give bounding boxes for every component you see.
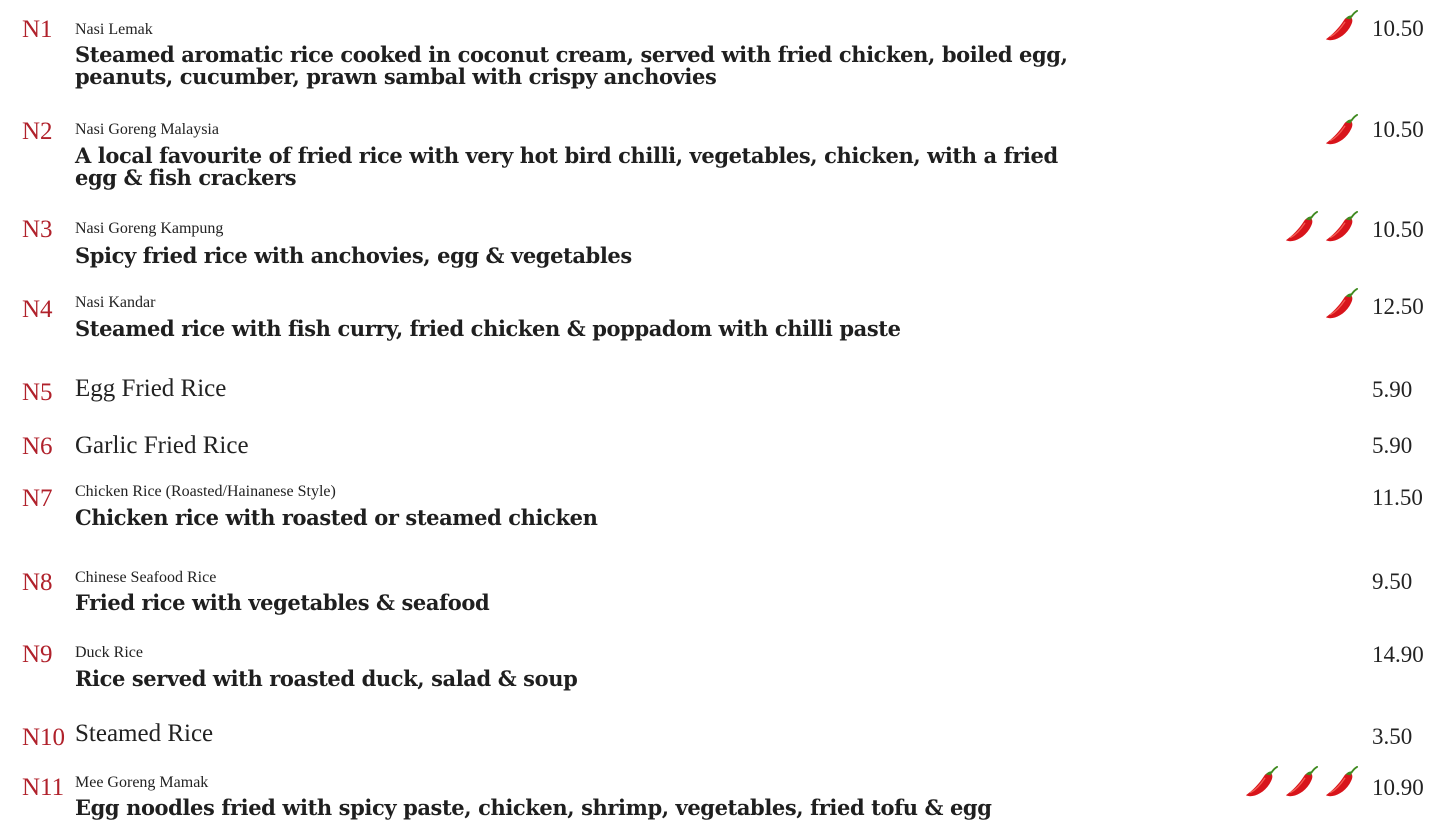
- spice-level: [1322, 114, 1360, 148]
- chilli-icon: [1322, 211, 1360, 245]
- item-name: Mee Goreng Mamak: [75, 774, 209, 791]
- spice-level: [1242, 766, 1360, 800]
- item-code: N8: [22, 569, 53, 596]
- item-description: Steamed aromatic rice cooked in coconut cream, served with fried chicken, boiled egg, peanuts, cucumber, prawn sambal with crispy anchovies: [75, 42, 1068, 89]
- item-name: Nasi Goreng Malaysia: [75, 121, 219, 138]
- item-description: Rice served with roasted duck, salad & soup: [75, 666, 578, 691]
- item-price: 10.50: [1372, 217, 1424, 242]
- spice-level: [1322, 288, 1360, 322]
- item-code: N3: [22, 216, 53, 243]
- spice-level: [1282, 211, 1360, 245]
- item-description: Egg noodles fried with spicy paste, chicken, shrimp, vegetables, fried tofu & egg: [75, 795, 992, 820]
- item-code: N1: [22, 16, 53, 43]
- chilli-icon: [1322, 288, 1360, 322]
- item-price: 12.50: [1372, 294, 1424, 319]
- chilli-icon: [1282, 766, 1320, 800]
- item-price: 5.90: [1372, 377, 1413, 402]
- item-name: Egg Fried Rice: [75, 375, 227, 402]
- item-name: Nasi Kandar: [75, 294, 156, 311]
- item-name: Duck Rice: [75, 644, 143, 661]
- item-price: 14.90: [1372, 642, 1424, 667]
- item-price: 9.50: [1372, 569, 1413, 594]
- item-description: A local favourite of fried rice with very hot bird chilli, vegetables, chicken, with a fried egg & fish crackers: [75, 143, 1058, 190]
- item-code: N11: [22, 774, 65, 801]
- item-code: N9: [22, 641, 53, 668]
- item-price: 10.50: [1372, 117, 1424, 142]
- chilli-icon: [1322, 114, 1360, 148]
- item-description: Fried rice with vegetables & seafood: [75, 590, 490, 615]
- item-name: Steamed Rice: [75, 720, 214, 747]
- spice-level: [1322, 10, 1360, 44]
- item-description: Steamed rice with fish curry, fried chicken & poppadom with chilli paste: [75, 316, 901, 341]
- chilli-icon: [1322, 766, 1360, 800]
- item-name: Nasi Lemak: [75, 21, 153, 38]
- item-name: Chinese Seafood Rice: [75, 569, 217, 586]
- chilli-icon: [1282, 211, 1320, 245]
- item-name: Garlic Fried Rice: [75, 432, 249, 459]
- item-code: N4: [22, 296, 53, 323]
- item-price: 10.50: [1372, 16, 1424, 41]
- item-code: N10: [22, 724, 66, 751]
- item-description: Chicken rice with roasted or steamed chicken: [75, 505, 598, 530]
- item-name: Nasi Goreng Kampung: [75, 220, 224, 237]
- item-code: N6: [22, 433, 53, 460]
- item-code: N2: [22, 118, 53, 145]
- item-code: N7: [22, 485, 53, 512]
- item-code: N5: [22, 379, 53, 406]
- item-price: 5.90: [1372, 433, 1413, 458]
- item-description: Spicy fried rice with anchovies, egg & vegetables: [75, 243, 632, 268]
- item-price: 10.90: [1372, 775, 1424, 800]
- chilli-icon: [1322, 10, 1360, 44]
- item-price: 11.50: [1372, 485, 1423, 510]
- item-name: Chicken Rice (Roasted/Hainanese Style): [75, 483, 336, 500]
- chilli-icon: [1242, 766, 1280, 800]
- item-price: 3.50: [1372, 724, 1413, 749]
